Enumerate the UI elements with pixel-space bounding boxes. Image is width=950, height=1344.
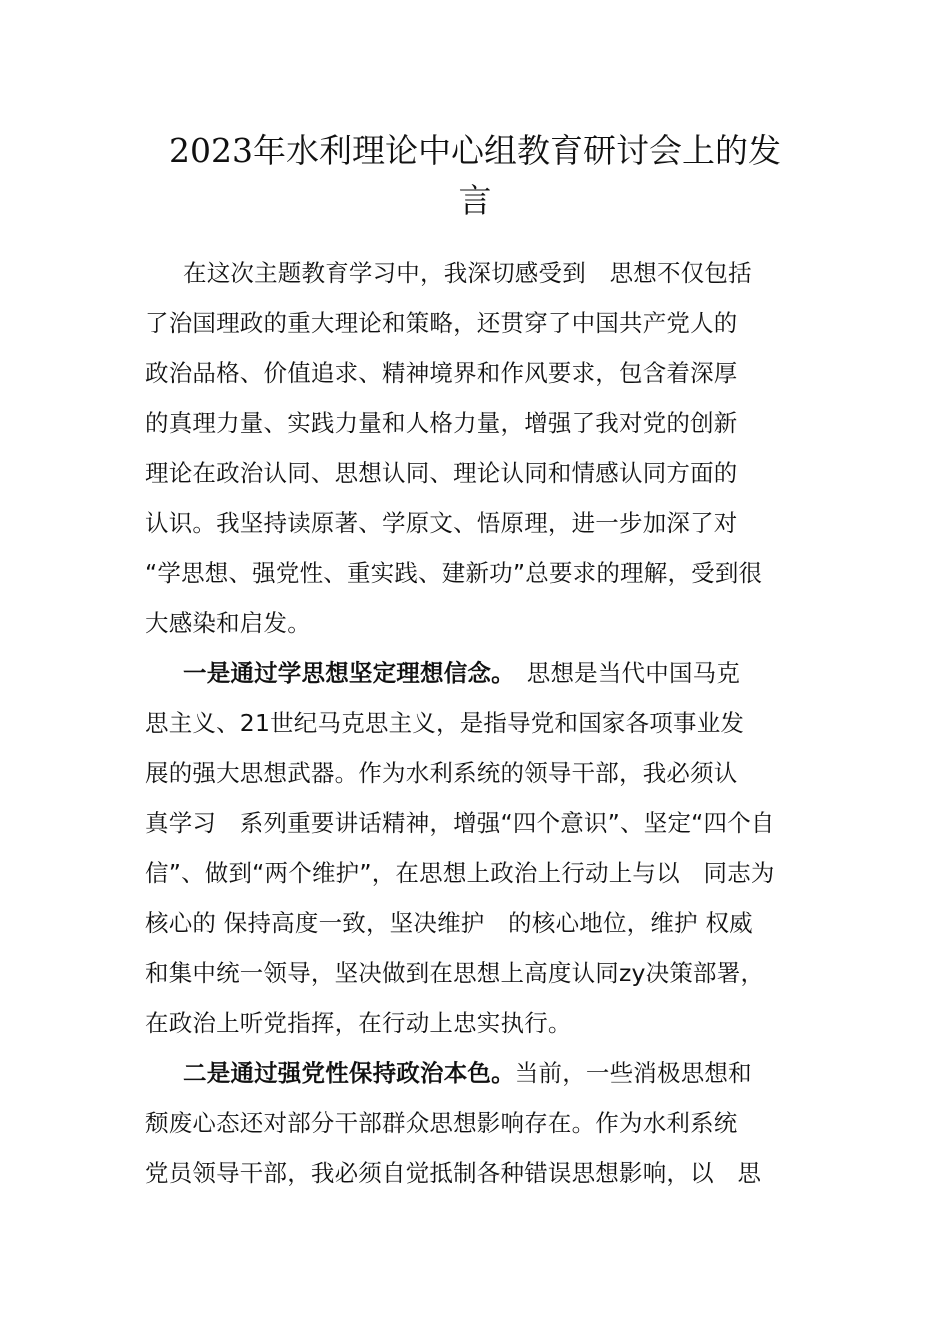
document-title xyxy=(120,126,830,226)
text-line: 认识。我坚持读原著、学原文、悟原理，进一步加深了对 xyxy=(145,509,738,537)
text-line: 在政治上听党指挥，在行动上忠实执行。 xyxy=(145,1009,572,1037)
text-line: 核心的 保持高度一致，坚决维护 的核心地位，维护 权威 xyxy=(145,909,753,937)
text-line: 颓废心态还对部分干部群众思想影响存在。作为水利系统 xyxy=(145,1109,738,1137)
text-line: 信”、做到“两个维护”，在思想上政治上行动上与以 同志为 xyxy=(145,859,775,887)
text-line: 在这次主题教育学习中，我深切感受到 思想不仅包括 xyxy=(183,259,752,287)
section-heading: 二是通过强党性保持政治本色。 xyxy=(183,1059,515,1087)
paragraph-2 xyxy=(145,648,825,1048)
text-line: 展的强大思想武器。作为水利系统的领导干部，我必须认 xyxy=(145,759,738,787)
text-line: 理论在政治认同、思想认同、理论认同和情感认同方面的 xyxy=(145,459,738,487)
title-line-2: 言 xyxy=(458,181,492,220)
text-line xyxy=(145,1048,825,1098)
text-line xyxy=(145,648,825,698)
text-line: 大感染和启发。 xyxy=(145,609,311,637)
text-line: 思主义、21世纪马克思主义，是指导党和国家各项事业发 xyxy=(145,709,745,737)
text-line: 真学习 系列重要讲话精神，增强“四个意识”、坚定“四个自 xyxy=(145,809,775,837)
text-line: 和集中统一领导，坚决做到在思想上高度认同zy决策部署， xyxy=(145,959,765,987)
paragraph-1 xyxy=(145,248,825,648)
paragraph-3 xyxy=(145,1048,825,1198)
section-heading: 一是通过学思想坚定理想信念。 xyxy=(183,659,504,687)
text-run: 思想是当代中国马克 xyxy=(503,659,741,687)
text-run: 当前，一些消极思想和 xyxy=(514,1059,752,1087)
document-body xyxy=(145,248,825,1198)
text-line: 政治品格、价值追求、精神境界和作风要求，包含着深厚 xyxy=(145,359,738,387)
text-line: 了治国理政的重大理论和策略，还贯穿了中国共产党人的 xyxy=(145,309,738,337)
title-line-1: 2023年水利理论中心组教育研讨会上的发 xyxy=(169,131,781,170)
text-line: 的真理力量、实践力量和人格力量，增强了我对党的创新 xyxy=(145,409,738,437)
text-line: “学思想、强党性、重实践、建新功”总要求的理解，受到很 xyxy=(145,559,763,587)
text-line: 党员领导干部，我必须自觉抵制各种错误思想影响，以 思 xyxy=(145,1159,762,1187)
